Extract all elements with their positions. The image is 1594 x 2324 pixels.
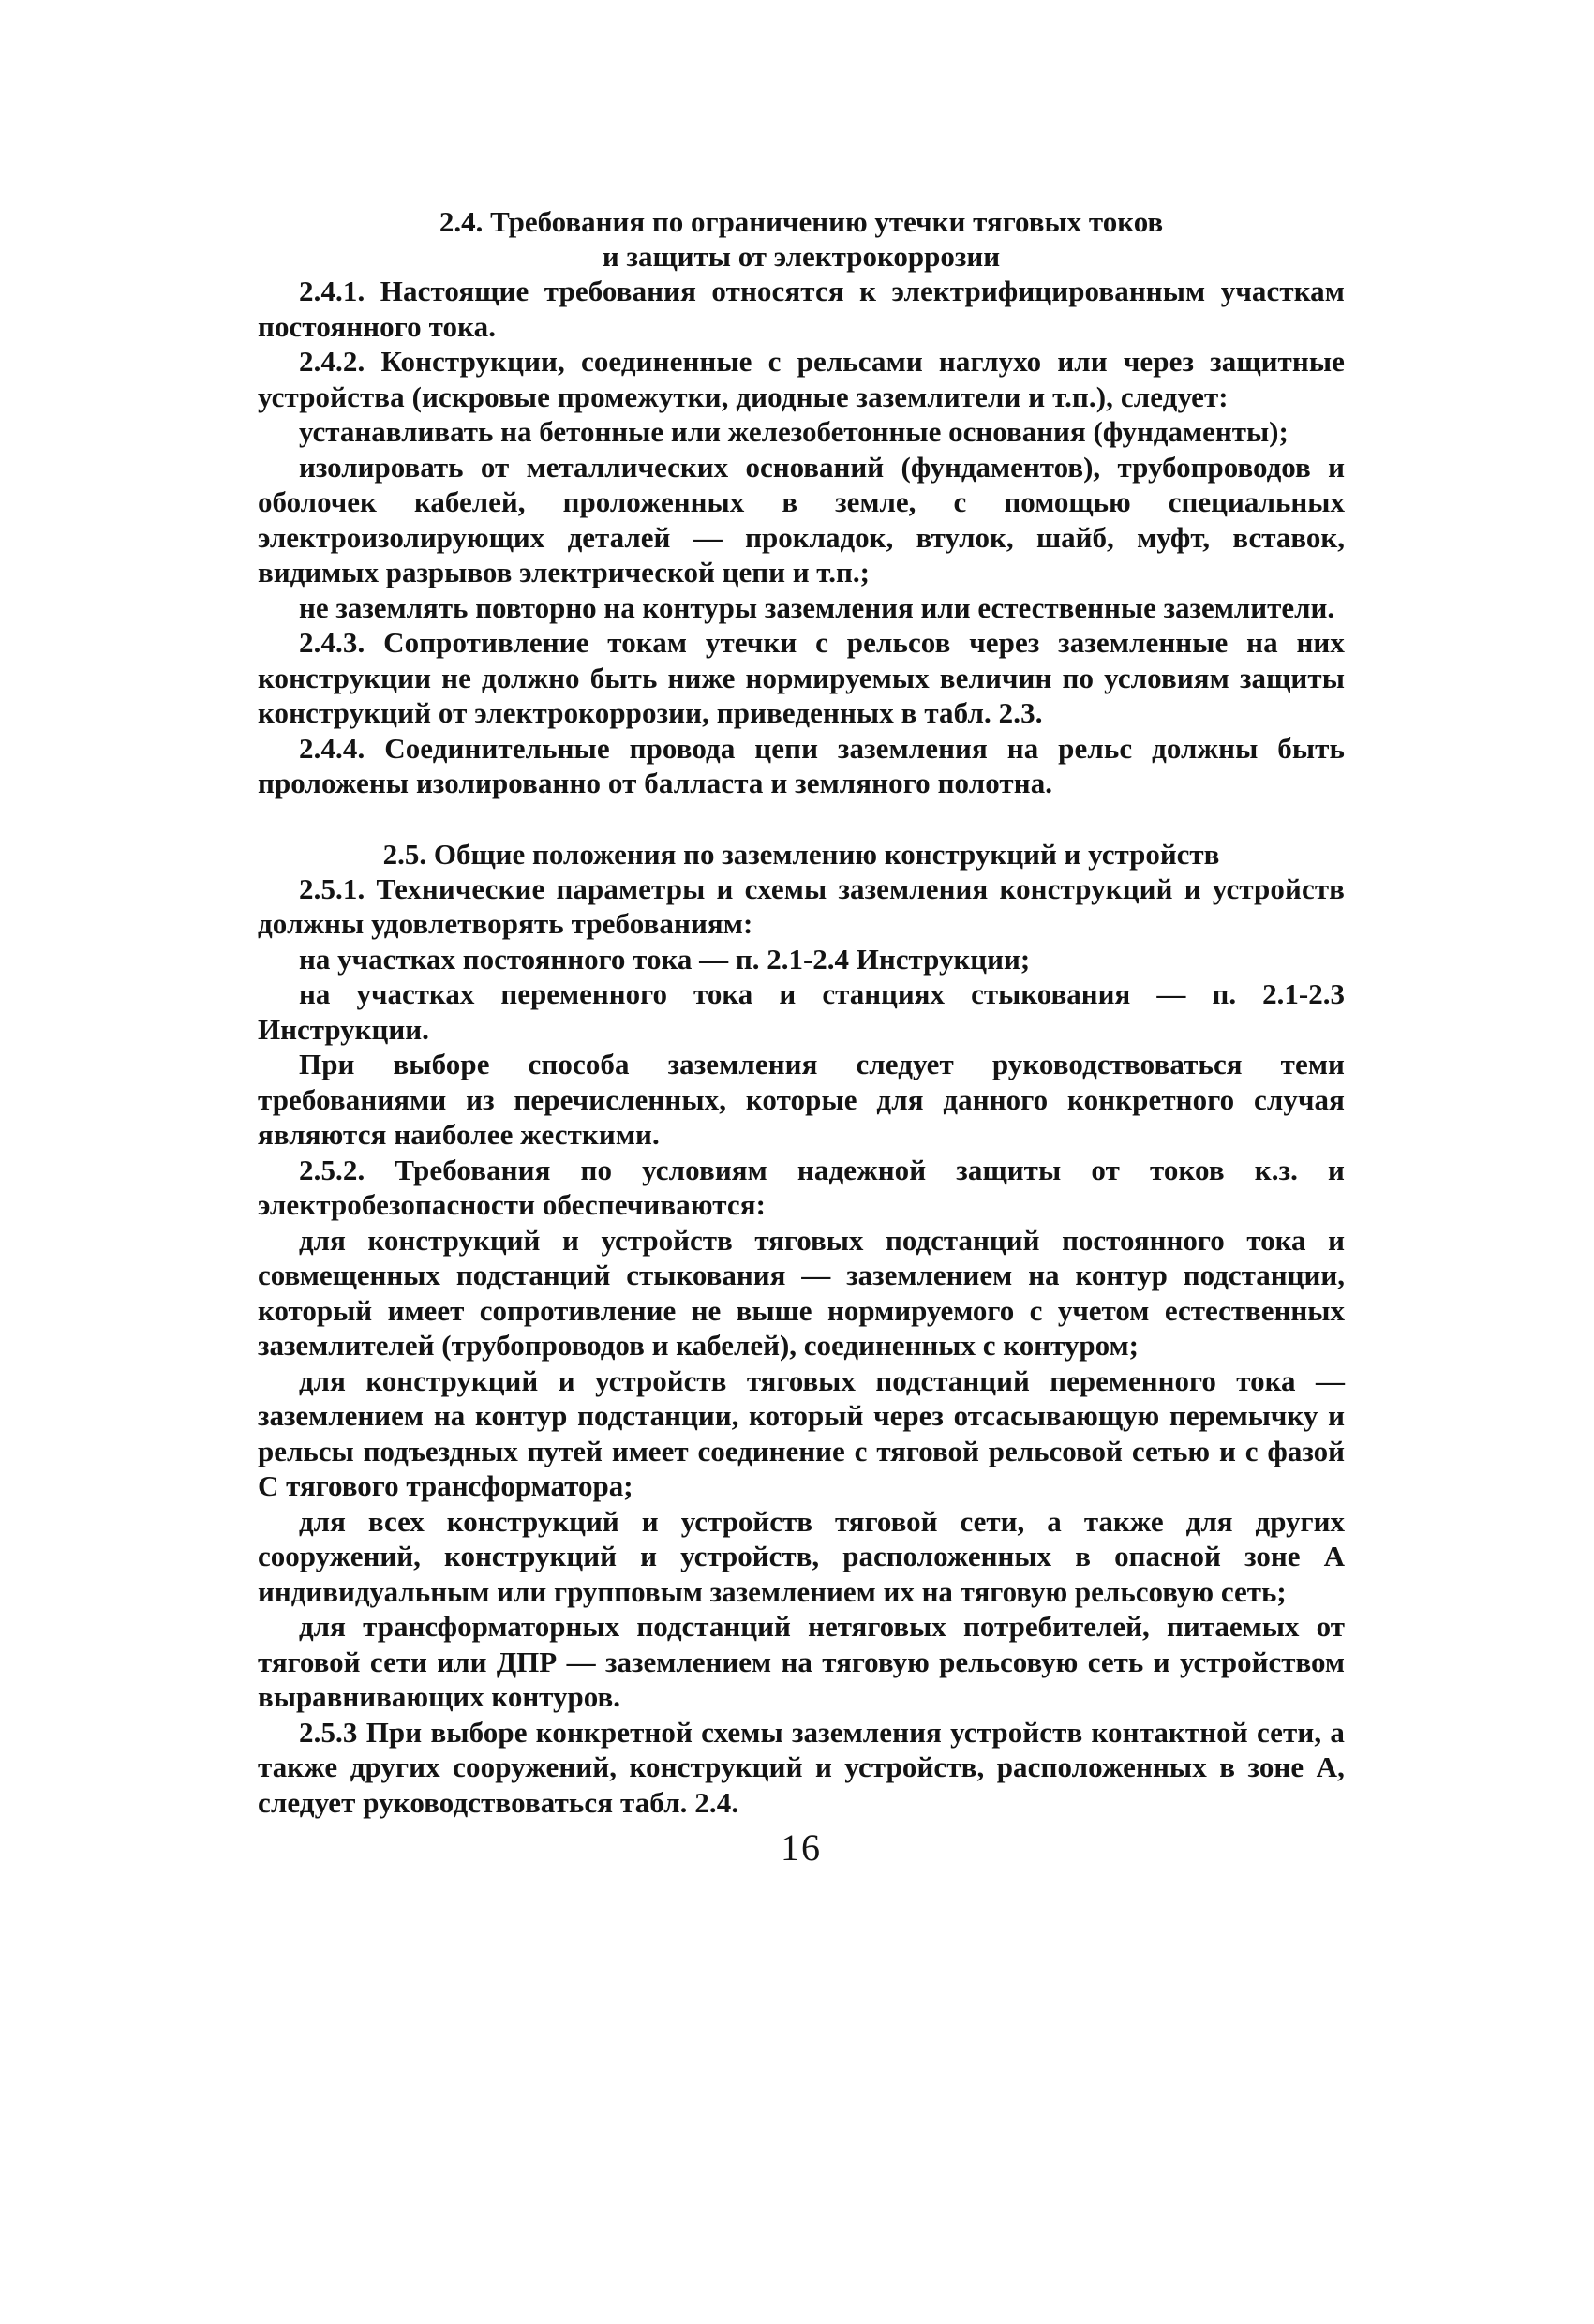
- paragraph-2-4-2: 2.4.2. Конструкции, соединенные с рельсами наглухо или через защитные устройства (искровые промежутки, диодные заземлители и т.п.), следует:: [258, 345, 1345, 413]
- page-number: 16: [781, 1826, 822, 1869]
- document-page: [258, 204, 1345, 2313]
- list-item: на участках переменного тока и станциях стыкования — п. 2.1-2.3 Инструкции.: [258, 977, 1345, 1046]
- paragraph-2-5-2: 2.5.2. Требования по условиям надежной защиты от токов к.з. и электробезопасности обеспечиваются:: [258, 1153, 1345, 1221]
- list-item: для всех конструкций и устройств тяговой сети, а также для других сооружений, конструкций и устройств, расположенных в опасной зоне А индивидуальным или групповым заземлением их на тяговую рельсовую сеть;: [258, 1504, 1345, 1608]
- paragraph-2-5-1: 2.5.1. Технические параметры и схемы заземления конструкций и устройств должны удовлетворять требованиям:: [258, 872, 1345, 940]
- list-item: не заземлять повторно на контуры заземления или естественные заземлители.: [299, 590, 1335, 624]
- list-item: для конструкций и устройств тяговых подстанций переменного тока — заземлением на контур подстанции, который через отсасывающую перемычку и рельсы подъездных путей имеет соединение с тяговой рельсовой сетью и с фазой С тягового трансформатора;: [258, 1363, 1345, 1502]
- list-item: устанавливать на бетонные или железобетонные основания (фундаменты);: [299, 415, 1289, 448]
- list-item: на участках постоянного тока — п. 2.1-2.4 Инструкции;: [299, 942, 1031, 976]
- section-2-4-title: [258, 204, 1345, 274]
- list-item: для трансформаторных подстанций нетяговых потребителей, питаемых от тяговой сети или ДПР — заземлением на тяговую рельсовую сеть и устройством выравнивающих контуров.: [258, 1610, 1345, 1713]
- list-item: для конструкций и устройств тяговых подстанций постоянного тока и совмещенных подстанций стыкования — заземлением на контур подстанции, который имеет сопротивление не выше нормируемого с учетом естественных заземлителей (трубопроводов и кабелей), соединенных с контуром;: [258, 1223, 1345, 1362]
- paragraph-2-4-4: 2.4.4. Соединительные провода цепи заземления на рельс должны быть проложены изолированно от балласта и земляного полотна.: [258, 731, 1345, 799]
- paragraph-2-5-3: 2.5.3 При выборе конкретной схемы заземления устройств контактной сети, а также других сооружений, конструкций и устройств, расположенных в зоне А, следует руководствоваться табл. 2.4.: [258, 1715, 1345, 1819]
- section-2-4-title-line2: и защиты от электрокоррозии: [602, 240, 1001, 273]
- section-2-4-title-line1: 2.4. Требования по ограничению утечки тяговых токов: [439, 205, 1164, 238]
- list-item: изолировать от металлических оснований (фундаментов), трубопроводов и оболочек кабелей, проложенных в земле, с помощью специальных электроизолирующих деталей — прокладок, втулок, шайб, муфт, вставок, видимых разрывов электрической цепи и т.п.;: [258, 450, 1345, 588]
- paragraph-2-4-3: 2.4.3. Сопротивление токам утечки с рельсов через заземленные на них конструкции не должно быть ниже нормируемых величин по условиям защиты конструкций от электрокоррозии, приведенных в табл. 2.3.: [258, 626, 1345, 729]
- paragraph-2-4-1: 2.4.1. Настоящие требования относятся к электрифицированным участкам постоянного тока.: [258, 275, 1345, 343]
- paragraph-choice: При выборе способа заземления следует руководствоваться теми требованиями из перечисленных, которые для данного конкретного случая являются наиболее жесткими.: [258, 1048, 1345, 1151]
- section-2-5-title: 2.5. Общие положения по заземлению конструкций и устройств: [382, 837, 1220, 871]
